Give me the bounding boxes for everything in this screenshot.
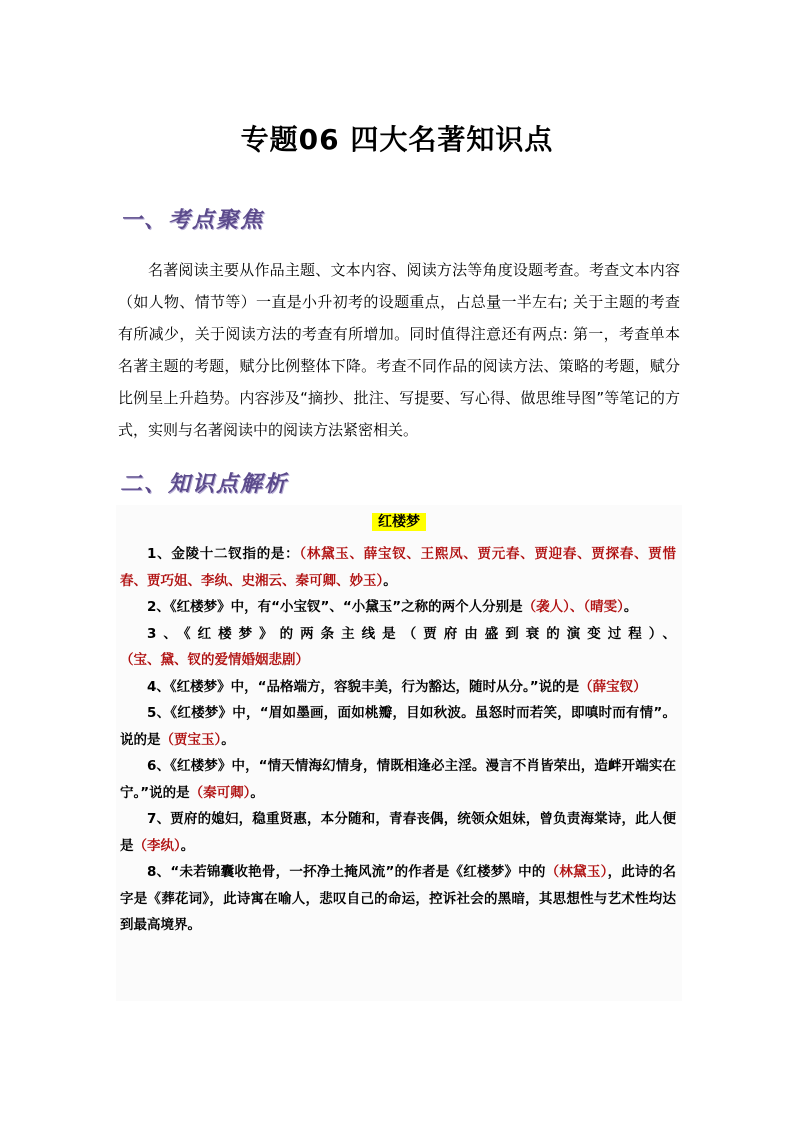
answer-text: （薛宝钗）	[579, 678, 647, 695]
answer-text: （袭人）、（晴雯）	[522, 599, 624, 615]
subheading-hongloumeng	[116, 511, 682, 531]
list-item: 6、《红楼梦》中，“情天情海幻情身，情既相逢必主淫。漫言不肖皆荣出，造衅开端实在宁。”说的是（秦可卿）。	[120, 758, 676, 801]
section-heading-focus: 一、考点聚焦	[120, 208, 265, 233]
subheading-label: 红楼梦	[372, 513, 426, 531]
list-item: 5、《红楼梦》中，“眉如墨画，面如桃瓣，目如秋波。虽怒时而若笑，即嗔时而有情”。说的是（贾宝玉）。	[120, 705, 676, 748]
list-item: 4、《红楼梦》中，“品格端方，容貌丰美，行为豁达，随时从分。”说的是（薛宝钗）	[147, 678, 647, 695]
intro-paragraph	[118, 254, 680, 446]
answer-text: （秦可卿）	[189, 784, 251, 801]
question-list	[120, 541, 676, 939]
answer-text: （宝、黛、钗的爱情婚姻悲剧）	[120, 652, 309, 668]
list-item: 1、金陵十二钗指的是：（林黛玉、薛宝钗、王熙凤、贾元春、贾迎春、贾探春、贾惜春、贾巧姐、李纨、史湘云、秦可卿、妙玉）。	[120, 546, 676, 589]
answer-text: （林黛玉、薛宝钗、王熙凤、贾元春、贾迎春、贾探春、贾惜春、贾巧姐、李纨、史湘云、秦可卿、妙玉）	[120, 546, 676, 589]
intro-text: 名著阅读主要从作品主题、文本内容、阅读方法等角度设题考查。考查文本内容（如人物、情节等）一直是小升初考的设题重点，占总量一半左右; 关于主题的考查有所减少，关于阅读方法的考查有所增加。同时值得注意还有两点: 第一，考查单本名著主题的考题，赋分比例整体下降。考查不同作品的阅读方法、策略的考题，赋分比例呈上升趋势。内容涉及“摘抄、批注、写提要、写心得、做思维导图”等笔记的方式，实则与名著阅读中的阅读方法紧密相关。	[118, 261, 680, 439]
answer-text: （林黛玉）	[545, 864, 608, 880]
knowledge-panel	[116, 505, 682, 1001]
answer-text: （李纨）	[133, 837, 181, 854]
list-item: 8、“未若锦囊收艳骨，一抔净土掩风流”的作者是《红楼梦》中的（林黛玉），此诗的名字是《葬花词》，此诗寓在喻人，悲叹自己的命运，控诉社会的黑暗，其思想性与艺术性均达到最高境界。	[120, 864, 677, 933]
answer-text: （贾宝玉）	[160, 731, 222, 748]
list-item: 3、《红楼梦》的两条主线是（贾府由盛到衰的演变过程）、（宝、黛、钗的爱情婚姻悲剧）	[120, 625, 676, 668]
list-item: 2、《红楼梦》中，有“小宝钗”、“小黛玉”之称的两个人分别是（袭人）、（晴雯）。	[147, 599, 638, 615]
page-title: 专题06 四大名著知识点	[240, 123, 554, 156]
list-item: 7、贾府的媳妇，稳重贤惠，本分随和，青春丧偶，统领众姐妹，曾负责海棠诗，此人便是（李纨）。	[120, 811, 676, 854]
section-heading-analysis: 二、知识点解析	[120, 472, 289, 497]
